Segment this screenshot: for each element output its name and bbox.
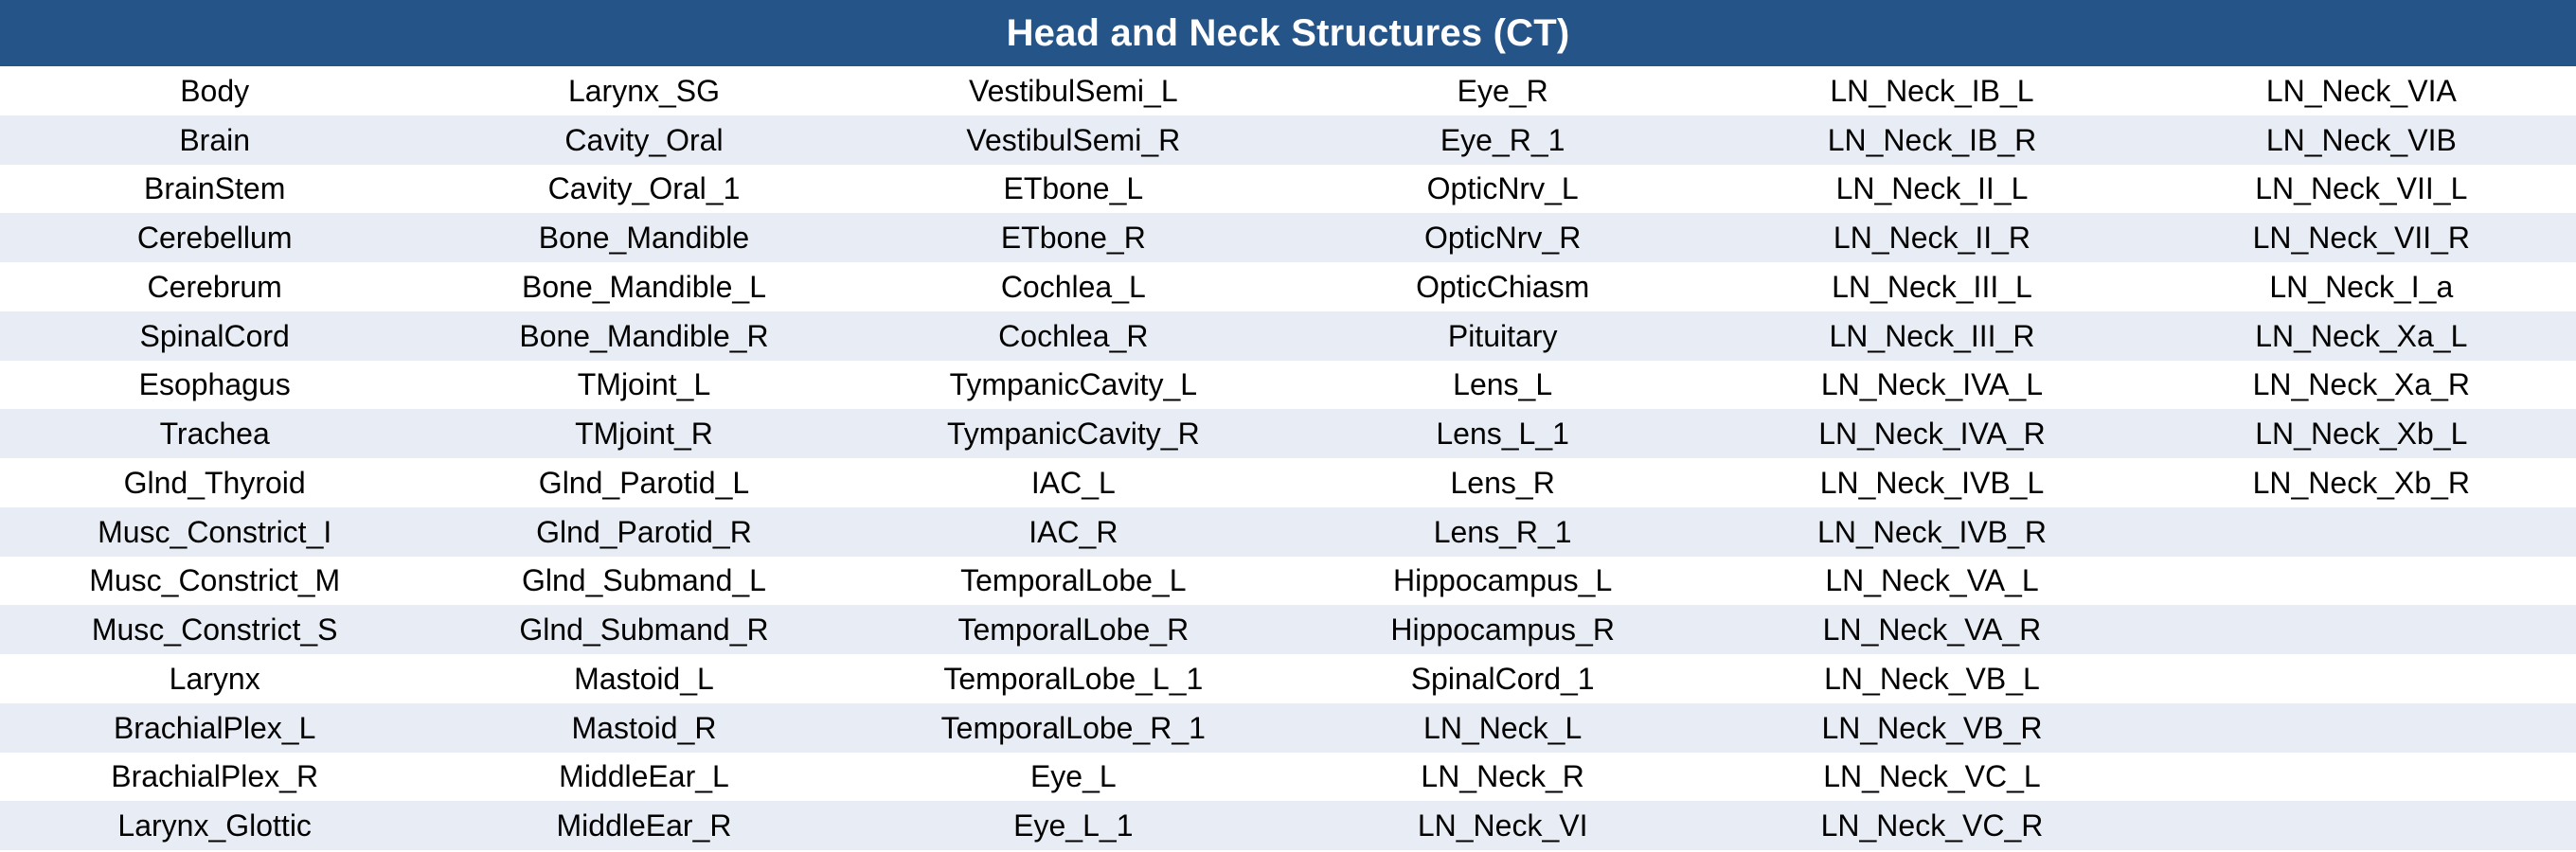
table-cell: Esophagus xyxy=(138,367,291,402)
table-cell: LN_Neck_III_L xyxy=(1832,269,2032,304)
table-cell: LN_Neck_VB_R xyxy=(1821,710,2043,745)
table-cell: Cerebrum xyxy=(147,269,282,304)
table-cell: TemporalLobe_R xyxy=(957,612,1190,648)
table-cell: Glnd_Submand_R xyxy=(519,612,769,648)
table-row xyxy=(0,115,2576,165)
table-cell: TMjoint_R xyxy=(575,417,713,452)
table-cell: Larynx_Glottic xyxy=(117,808,312,843)
table-cell: VestibulSemi_R xyxy=(966,122,1181,157)
table-cell: Lens_L_1 xyxy=(1436,417,1569,452)
table-cell: LN_Neck_II_L xyxy=(1835,171,2029,206)
table-cell: Cochlea_L xyxy=(1000,269,1146,304)
table-cell: LN_Neck_L xyxy=(1423,710,1583,745)
table-cell: Pituitary xyxy=(1447,318,1558,353)
table-row xyxy=(0,753,2576,802)
table-cell: Glnd_Submand_L xyxy=(522,563,766,598)
table-cell: Mastoid_L xyxy=(574,661,714,696)
table-cell: Musc_Constrict_I xyxy=(98,514,332,549)
table-cell: IAC_R xyxy=(1029,514,1118,549)
table-cell: Cavity_Oral_1 xyxy=(547,171,741,206)
table-cell: Glnd_Parotid_L xyxy=(538,465,750,500)
table-title: Head and Neck Structures (CT) xyxy=(0,0,2576,66)
table-row xyxy=(0,654,2576,703)
table-cell: LN_Neck_VIB xyxy=(2265,122,2457,157)
table-cell: LN_Neck_Xa_R xyxy=(2252,367,2471,402)
table-cell: Mastoid_R xyxy=(571,710,717,745)
table-cell: OpticNrv_L xyxy=(1426,171,1579,206)
table-cell: LN_Neck_VI xyxy=(1417,808,1588,843)
table-cell: Musc_Constrict_S xyxy=(91,612,338,648)
table-cell: LN_Neck_II_R xyxy=(1833,221,2031,256)
table-cell: LN_Neck_IVB_L xyxy=(1819,465,2045,500)
table-cell: VestibulSemi_L xyxy=(969,73,1178,108)
table-cell: LN_Neck_VII_R xyxy=(2252,221,2471,256)
table-row xyxy=(0,311,2576,361)
table-cell: LN_Neck_III_R xyxy=(1829,318,2035,353)
table-cell: BrachialPlex_L xyxy=(113,710,316,745)
table-cell: Larynx xyxy=(169,661,260,696)
table-cell: LN_Neck_R xyxy=(1421,759,1584,794)
table-row xyxy=(0,66,2576,115)
table-cell: Glnd_Parotid_R xyxy=(536,514,752,549)
table-cell: Eye_L xyxy=(1029,759,1117,794)
table-cell: Lens_L xyxy=(1453,367,1553,402)
table-row xyxy=(0,361,2576,410)
table-cell: LN_Neck_Xa_L xyxy=(2255,318,2468,353)
table-cell: Cochlea_R xyxy=(998,318,1149,353)
table-cell: TympanicCavity_L xyxy=(949,367,1198,402)
table-cell: OpticChiasm xyxy=(1416,269,1590,304)
table-cell: LN_Neck_IVA_L xyxy=(1820,367,2044,402)
table-cell: LN_Neck_VA_R xyxy=(1822,612,2042,648)
table-cell: Eye_R xyxy=(1457,73,1548,108)
table-cell: LN_Neck_VC_L xyxy=(1823,759,2041,794)
table-row xyxy=(0,557,2576,606)
table-cell: LN_Neck_IB_L xyxy=(1830,73,2034,108)
table-cell: BrachialPlex_R xyxy=(111,759,319,794)
table-cell: MiddleEar_L xyxy=(559,759,729,794)
table-cell: LN_Neck_VIA xyxy=(2265,73,2457,108)
table-cell: ETbone_R xyxy=(1000,221,1146,256)
table-cell: Cavity_Oral xyxy=(564,122,724,157)
table-cell: Bone_Mandible_R xyxy=(519,318,769,353)
table-cell: Musc_Constrict_M xyxy=(89,563,341,598)
table-cell: Bone_Mandible_L xyxy=(522,269,766,304)
table-cell: LN_Neck_VA_L xyxy=(1825,563,2039,598)
table-cell: SpinalCord xyxy=(139,318,290,353)
table-cell: Eye_R_1 xyxy=(1440,122,1565,157)
table-cell: TemporalLobe_L xyxy=(960,563,1187,598)
table-cell: TMjoint_L xyxy=(577,367,711,402)
table-body xyxy=(0,66,2576,850)
table-cell: OpticNrv_R xyxy=(1423,221,1582,256)
table-cell: Cerebellum xyxy=(136,221,293,256)
table-cell: Eye_L_1 xyxy=(1013,808,1134,843)
table-cell: MiddleEar_R xyxy=(556,808,732,843)
table-cell: Lens_R_1 xyxy=(1433,514,1572,549)
table-row xyxy=(0,458,2576,507)
table-row xyxy=(0,507,2576,557)
table-cell: TemporalLobe_R_1 xyxy=(940,710,1206,745)
table-cell: Hippocampus_R xyxy=(1390,612,1615,648)
table-cell: LN_Neck_IVB_R xyxy=(1817,514,2047,549)
table-cell: LN_Neck_Xb_L xyxy=(2255,417,2468,452)
table-cell: ETbone_L xyxy=(1003,171,1144,206)
table-row xyxy=(0,213,2576,262)
table-row xyxy=(0,409,2576,458)
table-cell: LN_Neck_I_a xyxy=(2269,269,2454,304)
table-cell: LN_Neck_VII_L xyxy=(2255,171,2468,206)
table-cell: Glnd_Thyroid xyxy=(123,465,306,500)
table-cell: LN_Neck_VC_R xyxy=(1820,808,2044,843)
table-row xyxy=(0,801,2576,850)
table-cell: LN_Neck_IVA_R xyxy=(1818,417,2046,452)
table-cell: Larynx_SG xyxy=(567,73,721,108)
table-cell: LN_Neck_IB_R xyxy=(1827,122,2037,157)
table-cell: Lens_R xyxy=(1450,465,1555,500)
table-cell: TemporalLobe_L_1 xyxy=(943,661,1204,696)
table-cell: SpinalCord_1 xyxy=(1410,661,1595,696)
table-cell: LN_Neck_Xb_R xyxy=(2252,465,2471,500)
table-row xyxy=(0,262,2576,311)
table-cell: Body xyxy=(180,73,250,108)
table-cell: Trachea xyxy=(159,417,270,452)
table-cell: TympanicCavity_R xyxy=(946,417,1200,452)
table-cell: Hippocampus_L xyxy=(1393,563,1613,598)
table-cell: Brain xyxy=(179,122,251,157)
table-cell: Bone_Mandible xyxy=(538,221,750,256)
table-row xyxy=(0,703,2576,753)
table-cell: LN_Neck_VB_L xyxy=(1824,661,2040,696)
table-cell: BrainStem xyxy=(143,171,286,206)
table-row xyxy=(0,605,2576,654)
table-row xyxy=(0,165,2576,214)
table-cell: IAC_L xyxy=(1030,465,1116,500)
